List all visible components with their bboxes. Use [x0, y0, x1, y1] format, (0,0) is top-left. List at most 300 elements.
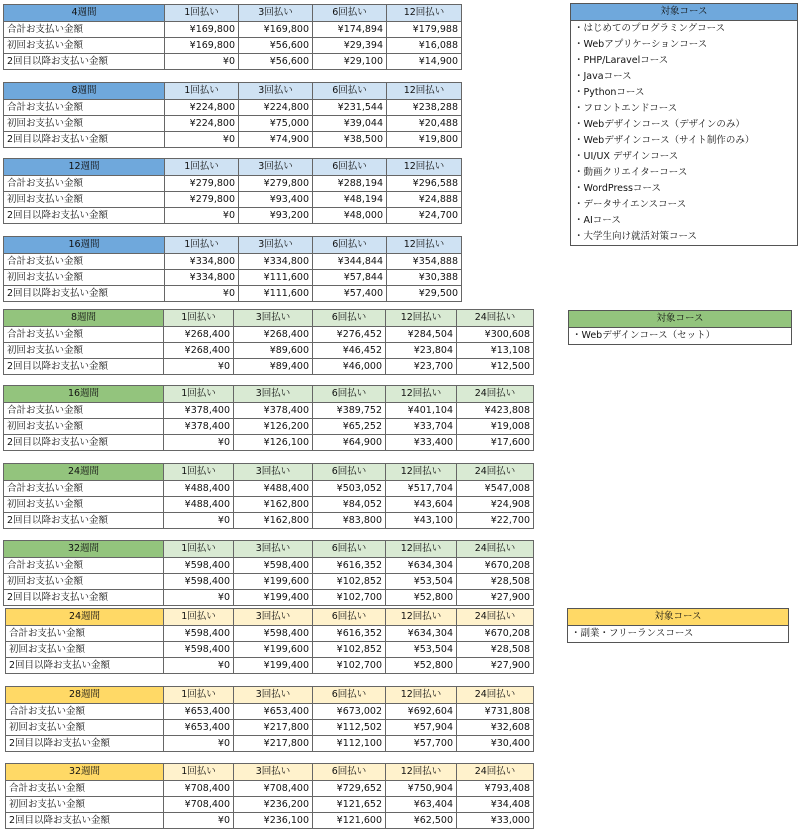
price-cell: ¥653,400 — [164, 704, 234, 720]
row-label: 2回目以降お支払い金額 — [4, 590, 164, 606]
price-cell: ¥14,900 — [387, 54, 462, 70]
price-cell: ¥598,400 — [234, 626, 313, 642]
price-cell: ¥52,800 — [386, 590, 457, 606]
price-cell: ¥708,400 — [164, 781, 234, 797]
price-cell: ¥0 — [164, 813, 234, 829]
plan-header: 1回払い — [164, 609, 234, 626]
price-cell: ¥57,844 — [313, 270, 387, 286]
price-cell: ¥334,800 — [165, 270, 239, 286]
plan-header: 3回払い — [234, 687, 313, 704]
period-header: 8週間 — [4, 310, 164, 327]
price-cell: ¥23,804 — [386, 343, 457, 359]
row-label: 2回目以降お支払い金額 — [4, 208, 165, 224]
price-cell: ¥616,352 — [313, 558, 386, 574]
plan-header: 1回払い — [164, 464, 234, 481]
plan-header: 1回払い — [165, 5, 239, 22]
plan-header: 12回払い — [386, 541, 457, 558]
table-row — [4, 327, 534, 343]
course-list-item: ・PHP/Laravelコース — [574, 55, 669, 66]
period-header: 24週間 — [4, 464, 164, 481]
price-cell: ¥389,752 — [313, 403, 386, 419]
price-cell: ¥692,604 — [386, 704, 457, 720]
price-cell: ¥0 — [165, 54, 239, 70]
plan-header: 1回払い — [164, 310, 234, 327]
row-label: 2回目以降お支払い金額 — [4, 359, 164, 375]
table-header-row — [4, 83, 462, 100]
price-table-yellow-0 — [5, 608, 534, 674]
price-cell: ¥33,704 — [386, 419, 457, 435]
plan-header: 1回払い — [165, 159, 239, 176]
row-label: 2回目以降お支払い金額 — [4, 435, 164, 451]
plan-header: 1回払い — [165, 237, 239, 254]
plan-header: 24回払い — [457, 310, 534, 327]
table-header-row — [6, 687, 534, 704]
price-cell: ¥102,700 — [313, 658, 386, 674]
price-cell: ¥126,100 — [234, 435, 313, 451]
plan-header: 6回払い — [313, 159, 387, 176]
price-cell: ¥0 — [164, 513, 234, 529]
course-list-yellow — [567, 608, 789, 643]
price-cell: ¥199,600 — [234, 642, 313, 658]
row-label: 2回目以降お支払い金額 — [4, 286, 165, 302]
plan-header: 12回払い — [386, 464, 457, 481]
course-list-item: ・Webデザインコース（デザインのみ） — [574, 119, 745, 130]
table-row — [4, 558, 534, 574]
price-cell: ¥300,608 — [457, 327, 534, 343]
table-row — [6, 781, 534, 797]
price-cell: ¥24,700 — [387, 208, 462, 224]
price-cell: ¥38,500 — [313, 132, 387, 148]
table-row — [4, 359, 534, 375]
plan-header: 12回払い — [387, 237, 462, 254]
row-label: 初回お支払い金額 — [4, 419, 164, 435]
price-cell: ¥111,600 — [239, 286, 313, 302]
price-cell: ¥102,852 — [313, 574, 386, 590]
price-cell: ¥102,700 — [313, 590, 386, 606]
course-list-item: ・データサイエンスコース — [574, 199, 687, 210]
table-header-row — [4, 464, 534, 481]
price-cell: ¥56,600 — [239, 38, 313, 54]
price-cell: ¥378,400 — [234, 403, 313, 419]
plan-header: 24回払い — [457, 764, 534, 781]
price-table-green-0 — [3, 309, 534, 375]
period-header: 28週間 — [6, 687, 164, 704]
price-cell: ¥169,800 — [165, 38, 239, 54]
price-cell: ¥598,400 — [164, 574, 234, 590]
plan-header: 3回払い — [239, 159, 313, 176]
price-cell: ¥488,400 — [234, 481, 313, 497]
plan-header: 6回払い — [313, 83, 387, 100]
table-row — [6, 642, 534, 658]
price-table-blue-0 — [3, 4, 462, 70]
course-list-item: ・Webデザインコース（セット） — [572, 330, 716, 341]
price-cell: ¥121,600 — [313, 813, 386, 829]
price-cell: ¥0 — [164, 590, 234, 606]
plan-header: 24回払い — [457, 609, 534, 626]
table-row — [6, 720, 534, 736]
price-cell: ¥174,894 — [313, 22, 387, 38]
price-table-green-2 — [3, 463, 534, 529]
price-cell: ¥401,104 — [386, 403, 457, 419]
price-cell: ¥296,588 — [387, 176, 462, 192]
course-list-green — [568, 310, 792, 345]
row-label: 初回お支払い金額 — [4, 497, 164, 513]
price-cell: ¥199,400 — [234, 590, 313, 606]
plan-header: 3回払い — [239, 5, 313, 22]
table-row — [4, 590, 534, 606]
table-row — [6, 797, 534, 813]
course-list-item: ・大学生向け就活対策コース — [574, 231, 698, 242]
table-row — [4, 254, 462, 270]
price-cell: ¥236,100 — [234, 813, 313, 829]
table-row — [4, 497, 534, 513]
row-label: 2回目以降お支払い金額 — [6, 736, 164, 752]
table-row — [4, 38, 462, 54]
price-cell: ¥53,504 — [386, 642, 457, 658]
table-row — [4, 22, 462, 38]
table-header-row — [6, 609, 534, 626]
price-cell: ¥93,200 — [239, 208, 313, 224]
price-cell: ¥19,800 — [387, 132, 462, 148]
plan-header: 6回払い — [313, 386, 386, 403]
price-table-green-1 — [3, 385, 534, 451]
table-row — [4, 176, 462, 192]
price-cell: ¥750,904 — [386, 781, 457, 797]
row-label: 合計お支払い金額 — [4, 403, 164, 419]
price-table-blue-1 — [3, 82, 462, 148]
price-cell: ¥653,400 — [164, 720, 234, 736]
plan-header: 6回払い — [313, 541, 386, 558]
period-header: 32週間 — [4, 541, 164, 558]
table-row — [4, 513, 534, 529]
course-list-item: ・UI/UX デザインコース — [574, 151, 679, 162]
price-cell: ¥238,288 — [387, 100, 462, 116]
price-cell: ¥268,400 — [164, 327, 234, 343]
course-list-item: ・WordPressコース — [574, 183, 661, 194]
row-label: 初回お支払い金額 — [6, 797, 164, 813]
plan-header: 6回払い — [313, 310, 386, 327]
row-label: 初回お支払い金額 — [4, 574, 164, 590]
plan-header: 3回払い — [239, 83, 313, 100]
course-list-item: ・Webデザインコース（サイト制作のみ） — [574, 135, 755, 146]
price-cell: ¥111,600 — [239, 270, 313, 286]
price-cell: ¥17,600 — [457, 435, 534, 451]
price-cell: ¥64,900 — [313, 435, 386, 451]
price-cell: ¥57,904 — [386, 720, 457, 736]
row-label: 合計お支払い金額 — [4, 22, 165, 38]
table-header-row — [4, 5, 462, 22]
price-cell: ¥598,400 — [164, 626, 234, 642]
course-list-item: ・動画クリエイターコース — [574, 167, 688, 178]
price-cell: ¥121,652 — [313, 797, 386, 813]
price-cell: ¥28,508 — [457, 642, 534, 658]
price-cell: ¥28,508 — [457, 574, 534, 590]
price-cell: ¥74,900 — [239, 132, 313, 148]
row-label: 2回目以降お支払い金額 — [4, 132, 165, 148]
table-row — [4, 419, 534, 435]
course-list-item: ・Pythonコース — [574, 87, 645, 98]
price-cell: ¥52,800 — [386, 658, 457, 674]
price-cell: ¥29,394 — [313, 38, 387, 54]
price-cell: ¥56,600 — [239, 54, 313, 70]
table-row — [4, 132, 462, 148]
price-cell: ¥24,888 — [387, 192, 462, 208]
table-row — [6, 626, 534, 642]
row-label: 合計お支払い金額 — [4, 176, 165, 192]
price-cell: ¥179,988 — [387, 22, 462, 38]
table-header-row — [4, 386, 534, 403]
price-cell: ¥279,800 — [165, 176, 239, 192]
plan-header: 6回払い — [313, 609, 386, 626]
row-label: 合計お支払い金額 — [6, 781, 164, 797]
plan-header: 6回払い — [313, 5, 387, 22]
price-cell: ¥653,400 — [234, 704, 313, 720]
row-label: 合計お支払い金額 — [4, 100, 165, 116]
price-cell: ¥57,400 — [313, 286, 387, 302]
table-row — [4, 192, 462, 208]
plan-header: 3回払い — [234, 764, 313, 781]
price-cell: ¥634,304 — [386, 626, 457, 642]
price-cell: ¥46,452 — [313, 343, 386, 359]
course-list-title: 対象コース — [568, 609, 788, 626]
price-table-blue-3 — [3, 236, 462, 302]
price-cell: ¥199,400 — [234, 658, 313, 674]
table-row — [4, 403, 534, 419]
plan-header: 1回払い — [164, 687, 234, 704]
price-cell: ¥598,400 — [234, 558, 313, 574]
price-cell: ¥0 — [164, 658, 234, 674]
price-cell: ¥224,800 — [165, 116, 239, 132]
price-cell: ¥276,452 — [313, 327, 386, 343]
price-cell: ¥673,002 — [313, 704, 386, 720]
plan-header: 1回払い — [164, 386, 234, 403]
price-cell: ¥13,108 — [457, 343, 534, 359]
plan-header: 3回払い — [239, 237, 313, 254]
course-list-item: ・副業・フリーランスコース — [571, 628, 694, 639]
price-table-yellow-1 — [5, 686, 534, 752]
row-label: 合計お支払い金額 — [4, 254, 165, 270]
row-label: 初回お支払い金額 — [4, 38, 165, 54]
price-cell: ¥634,304 — [386, 558, 457, 574]
plan-header: 6回払い — [313, 687, 386, 704]
price-cell: ¥93,400 — [239, 192, 313, 208]
price-cell: ¥334,800 — [239, 254, 313, 270]
plan-header: 12回払い — [387, 5, 462, 22]
price-cell: ¥488,400 — [164, 481, 234, 497]
plan-header: 1回払い — [165, 83, 239, 100]
table-row — [4, 208, 462, 224]
price-cell: ¥43,604 — [386, 497, 457, 513]
table-row — [4, 286, 462, 302]
row-label: 合計お支払い金額 — [4, 481, 164, 497]
plan-header: 6回払い — [313, 764, 386, 781]
price-cell: ¥284,504 — [386, 327, 457, 343]
price-cell: ¥89,600 — [234, 343, 313, 359]
price-cell: ¥517,704 — [386, 481, 457, 497]
price-cell: ¥423,808 — [457, 403, 534, 419]
period-header: 8週間 — [4, 83, 165, 100]
price-cell: ¥0 — [164, 736, 234, 752]
price-cell: ¥236,200 — [234, 797, 313, 813]
price-cell: ¥0 — [164, 359, 234, 375]
table-row — [6, 813, 534, 829]
table-row — [6, 658, 534, 674]
price-cell: ¥793,408 — [457, 781, 534, 797]
price-cell: ¥217,800 — [234, 720, 313, 736]
table-header-row — [4, 237, 462, 254]
period-header: 16週間 — [4, 386, 164, 403]
price-cell: ¥598,400 — [164, 558, 234, 574]
price-cell: ¥169,800 — [239, 22, 313, 38]
plan-header: 24回払い — [457, 464, 534, 481]
price-cell: ¥53,504 — [386, 574, 457, 590]
price-cell: ¥30,388 — [387, 270, 462, 286]
price-cell: ¥279,800 — [165, 192, 239, 208]
price-cell: ¥162,800 — [234, 513, 313, 529]
price-cell: ¥20,488 — [387, 116, 462, 132]
price-cell: ¥488,400 — [164, 497, 234, 513]
table-row — [4, 435, 534, 451]
price-cell: ¥0 — [165, 132, 239, 148]
price-cell: ¥729,652 — [313, 781, 386, 797]
price-cell: ¥547,008 — [457, 481, 534, 497]
price-cell: ¥378,400 — [164, 403, 234, 419]
table-header-row — [4, 159, 462, 176]
row-label: 初回お支払い金額 — [4, 343, 164, 359]
price-cell: ¥48,000 — [313, 208, 387, 224]
price-cell: ¥57,700 — [386, 736, 457, 752]
plan-header: 12回払い — [386, 386, 457, 403]
plan-header: 12回払い — [386, 764, 457, 781]
row-label: 初回お支払い金額 — [6, 642, 164, 658]
price-cell: ¥288,194 — [313, 176, 387, 192]
price-cell: ¥598,400 — [164, 642, 234, 658]
plan-header: 3回払い — [234, 609, 313, 626]
price-cell: ¥102,852 — [313, 642, 386, 658]
price-cell: ¥84,052 — [313, 497, 386, 513]
table-row — [4, 54, 462, 70]
price-cell: ¥616,352 — [313, 626, 386, 642]
price-cell: ¥48,194 — [313, 192, 387, 208]
course-list-blue — [570, 3, 798, 246]
price-cell: ¥0 — [164, 435, 234, 451]
price-cell: ¥32,608 — [457, 720, 534, 736]
price-cell: ¥16,088 — [387, 38, 462, 54]
price-cell: ¥24,908 — [457, 497, 534, 513]
price-table-yellow-2 — [5, 763, 534, 829]
plan-header: 3回払い — [234, 541, 313, 558]
plan-header: 12回払い — [386, 310, 457, 327]
price-cell: ¥27,900 — [457, 590, 534, 606]
price-cell: ¥231,544 — [313, 100, 387, 116]
course-list-item: ・Javaコース — [574, 71, 632, 82]
period-header: 32週間 — [6, 764, 164, 781]
price-cell: ¥62,500 — [386, 813, 457, 829]
course-list-item: ・はじめてのプログラミングコース — [574, 23, 726, 34]
price-cell: ¥33,000 — [457, 813, 534, 829]
price-cell: ¥0 — [165, 286, 239, 302]
price-cell: ¥12,500 — [457, 359, 534, 375]
price-cell: ¥199,600 — [234, 574, 313, 590]
price-cell: ¥30,400 — [457, 736, 534, 752]
plan-header: 12回払い — [386, 687, 457, 704]
plan-header: 3回払い — [234, 464, 313, 481]
price-cell: ¥378,400 — [164, 419, 234, 435]
row-label: 合計お支払い金額 — [6, 704, 164, 720]
price-cell: ¥63,404 — [386, 797, 457, 813]
plan-header: 1回払い — [164, 541, 234, 558]
price-table-blue-2 — [3, 158, 462, 224]
price-cell: ¥29,500 — [387, 286, 462, 302]
price-cell: ¥708,400 — [234, 781, 313, 797]
price-cell: ¥19,008 — [457, 419, 534, 435]
price-cell: ¥268,400 — [164, 343, 234, 359]
table-header-row — [4, 541, 534, 558]
row-label: 2回目以降お支払い金額 — [6, 813, 164, 829]
price-cell: ¥33,400 — [386, 435, 457, 451]
price-cell: ¥39,044 — [313, 116, 387, 132]
plan-header: 3回払い — [234, 310, 313, 327]
plan-header: 24回払い — [457, 541, 534, 558]
price-cell: ¥268,400 — [234, 327, 313, 343]
table-header-row — [4, 310, 534, 327]
price-cell: ¥334,800 — [165, 254, 239, 270]
period-header: 12週間 — [4, 159, 165, 176]
table-row — [4, 343, 534, 359]
price-cell: ¥34,408 — [457, 797, 534, 813]
row-label: 初回お支払い金額 — [4, 192, 165, 208]
price-cell: ¥65,252 — [313, 419, 386, 435]
price-cell: ¥670,208 — [457, 558, 534, 574]
row-label: 初回お支払い金額 — [4, 270, 165, 286]
price-cell: ¥83,800 — [313, 513, 386, 529]
plan-header: 12回払い — [386, 609, 457, 626]
plan-header: 6回払い — [313, 237, 387, 254]
plan-header: 3回払い — [234, 386, 313, 403]
course-list-item: ・AIコース — [574, 215, 621, 226]
row-label: 2回目以降お支払い金額 — [6, 658, 164, 674]
price-cell: ¥75,000 — [239, 116, 313, 132]
plan-header: 12回払い — [387, 83, 462, 100]
price-cell: ¥169,800 — [165, 22, 239, 38]
table-row — [6, 736, 534, 752]
price-cell: ¥112,502 — [313, 720, 386, 736]
price-cell: ¥344,844 — [313, 254, 387, 270]
table-row — [4, 270, 462, 286]
price-cell: ¥0 — [165, 208, 239, 224]
price-cell: ¥279,800 — [239, 176, 313, 192]
price-cell: ¥354,888 — [387, 254, 462, 270]
period-header: 24週間 — [6, 609, 164, 626]
price-cell: ¥670,208 — [457, 626, 534, 642]
course-list-item: ・Webアプリケーションコース — [574, 39, 708, 50]
row-label: 2回目以降お支払い金額 — [4, 513, 164, 529]
table-row — [6, 704, 534, 720]
row-label: 2回目以降お支払い金額 — [4, 54, 165, 70]
plan-header: 12回払い — [387, 159, 462, 176]
price-cell: ¥162,800 — [234, 497, 313, 513]
price-cell: ¥224,800 — [239, 100, 313, 116]
table-row — [4, 100, 462, 116]
price-cell: ¥708,400 — [164, 797, 234, 813]
period-header: 4週間 — [4, 5, 165, 22]
price-cell: ¥224,800 — [165, 100, 239, 116]
price-cell: ¥89,400 — [234, 359, 313, 375]
plan-header: 24回払い — [457, 386, 534, 403]
row-label: 初回お支払い金額 — [6, 720, 164, 736]
row-label: 合計お支払い金額 — [4, 327, 164, 343]
price-cell: ¥112,100 — [313, 736, 386, 752]
